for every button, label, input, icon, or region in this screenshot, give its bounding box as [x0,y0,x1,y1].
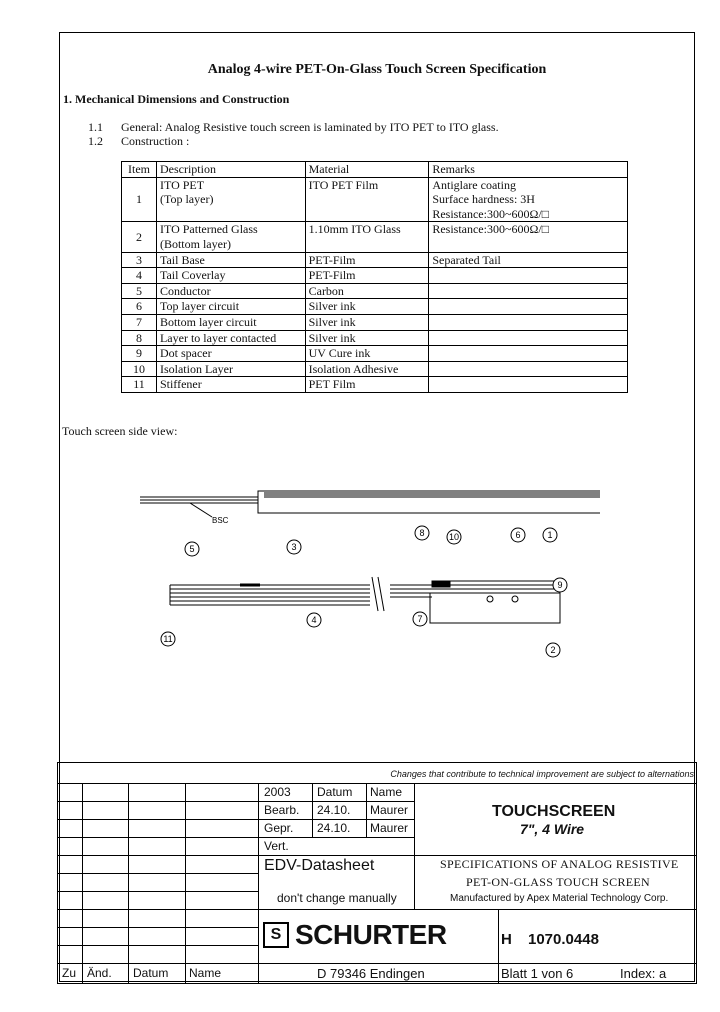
cell-item: 3 [122,252,157,268]
cell-material [305,268,429,284]
table-row [122,299,628,315]
cell-material [305,299,429,315]
part-number: 1070.0448 [528,931,599,948]
cell-remarks [429,377,628,393]
cell-item: 8 [122,330,157,346]
header-remarks: Remarks [429,162,628,178]
callout-label: 5 [189,544,195,554]
schurter-logo [263,918,498,952]
overview-view [140,491,600,517]
cell-material-line: Silver ink [308,330,356,345]
cell-description [156,346,305,362]
bearb-label: Bearb. [264,803,300,817]
cell-material-line: Isolation Adhesive [308,361,399,376]
name-header: Name [370,785,403,799]
cell-description-line: Bottom layer circuit [159,314,257,329]
cell-description-line: Tail Coverlay [159,268,226,283]
callout-label: 1 [547,530,553,540]
header-description: Description [156,162,305,178]
cell-description [156,252,305,268]
callout-label: 9 [557,580,563,590]
header-material: Material [305,162,429,178]
cell-material [305,222,429,252]
spec-line-1: SPECIFICATIONS OF ANALOG RESISTIVE [440,857,679,871]
table-row [122,283,628,299]
callout-label: 11 [163,634,173,644]
header-item: Item [122,162,157,178]
table-row [122,252,628,268]
cell-remarks-line: Surface hardness: 3H [432,192,535,207]
cell-item: 9 [122,346,157,362]
cell-item: 6 [122,299,157,315]
cell-material [305,252,429,268]
gepr-name: Maurer [370,821,409,835]
cell-remarks [429,177,628,222]
cell-remarks [429,314,628,330]
document-title: Analog 4-wire PET-On-Glass Touch Screen Specification [207,62,547,77]
cell-item: 11 [122,377,157,393]
cell-description [156,377,305,393]
cell-description [156,330,305,346]
sheet-number: Blatt 1 von 6 [501,966,574,981]
spec-line-2: PET-ON-GLASS TOUCH SCREEN [466,875,650,889]
cell-material-line: PET-Film [308,252,356,267]
cell-item: 7 [122,314,157,330]
table-row [122,377,628,393]
table-header-row [122,162,628,178]
cell-material [305,361,429,377]
name-label: Name [189,966,222,980]
cell-remarks [429,268,628,284]
cell-item: 4 [122,268,157,284]
cell-description-line: (Top layer) [159,192,214,207]
cell-material [305,330,429,346]
gepr-date: 24.10. [317,821,351,835]
zu-label: Zu [62,966,77,980]
cell-description-line: Layer to layer contacted [159,330,277,345]
cell-material-line: Silver ink [308,314,356,329]
datum-label: Datum [133,966,169,980]
title-block [57,762,697,984]
datum-header: Datum [317,785,353,799]
item-text: Construction : [121,134,190,148]
logo-text: SCHURTER [295,919,447,950]
cell-description-line: Isolation Layer [159,361,233,376]
side-view-label: Touch screen side view: [62,424,178,438]
cell-remarks [429,330,628,346]
cell-description [156,283,305,299]
bearb-date: 24.10. [317,803,351,817]
table-row [122,177,628,222]
address: D 79346 Endingen [317,966,425,981]
section-heading: 1. Mechanical Dimensions and Construction [63,92,290,106]
item-text: General: Analog Resistive touch screen is laminated by ITO PET to ITO glass. [121,120,499,134]
cell-description [156,361,305,377]
cell-description [156,222,305,252]
cell-remarks [429,299,628,315]
cell-remarks [429,346,628,362]
table-row [122,361,628,377]
cell-item: 5 [122,283,157,299]
cell-material-line: UV Cure ink [308,346,371,361]
cell-description-line: Tail Base [159,252,205,267]
cell-description-line: (Bottom layer) [159,236,231,251]
cell-remarks-line: Resistance:300~600Ω/□ [432,206,549,221]
cell-remarks [429,361,628,377]
cell-item: 2 [122,222,157,252]
edv-title: EDV-Datasheet [264,857,375,874]
cell-description-line: Conductor [159,283,211,298]
item-number: 1.2 [88,134,103,148]
dont-change-note: don't change manually [277,891,397,905]
cell-remarks-line: Separated Tail [432,252,501,267]
cell-material-line: ITO PET Film [308,177,379,192]
callout-label: 3 [291,542,297,552]
cell-remarks [429,222,628,252]
cross-section [170,577,563,623]
manufacturer-note: Manufactured by Apex Material Technology Corp. [450,893,669,904]
cell-remarks-line: Resistance:300~600Ω/□ [432,222,549,237]
cell-description-line: Dot spacer [159,346,212,361]
year: 2003 [264,785,291,799]
cell-description-line: ITO PET [159,177,205,192]
cell-description [156,268,305,284]
construction-table [121,161,628,393]
cell-description-line: ITO Patterned Glass [159,222,258,237]
tail-label: BSC [212,516,229,525]
cell-material [305,377,429,393]
cell-material-line: 1.10mm ITO Glass [308,222,401,237]
cell-description [156,299,305,315]
vert-label: Vert. [264,839,289,853]
table-row [122,330,628,346]
callout-label: 2 [550,645,556,655]
cell-material [305,346,429,362]
callout-label: 4 [311,615,317,625]
table-row [122,222,628,252]
cell-material-line: Carbon [308,283,344,298]
bearb-name: Maurer [370,803,409,817]
table-row [122,268,628,284]
gepr-label: Gepr. [264,821,294,835]
h-label: H [501,931,512,948]
cell-material-line: PET Film [308,377,356,392]
cell-item: 1 [122,177,157,222]
cell-material-line: PET-Film [308,268,356,283]
cell-description-line: Stiffener [159,377,202,392]
index-label: Index: a [620,966,667,981]
changes-note: Changes that contribute to technical improvement are subject to alternations [390,769,694,779]
table-row [122,314,628,330]
cell-material [305,314,429,330]
item-number: 1.1 [88,120,103,134]
cell-material [305,177,429,222]
cell-remarks [429,252,628,268]
cell-description [156,177,305,222]
side-view-drawing [120,485,600,665]
cell-material-line: Silver ink [308,299,356,314]
cell-remarks [429,283,628,299]
cell-description [156,314,305,330]
callout-label: 6 [515,530,521,540]
callout-label: 10 [448,532,460,542]
cell-material [305,283,429,299]
cell-remarks-line: Antiglare coating [432,177,516,192]
cell-description-line: Top layer circuit [159,299,240,314]
cell-item: 10 [122,361,157,377]
product-subtitle: 7", 4 Wire [520,821,585,837]
table-row [122,346,628,362]
callout-label: 8 [419,528,425,538]
product-name: TOUCHSCREEN [492,803,616,820]
callout-label: 7 [417,614,423,624]
aend-label: Änd. [87,966,112,980]
logo-mark-icon: S [263,922,289,948]
